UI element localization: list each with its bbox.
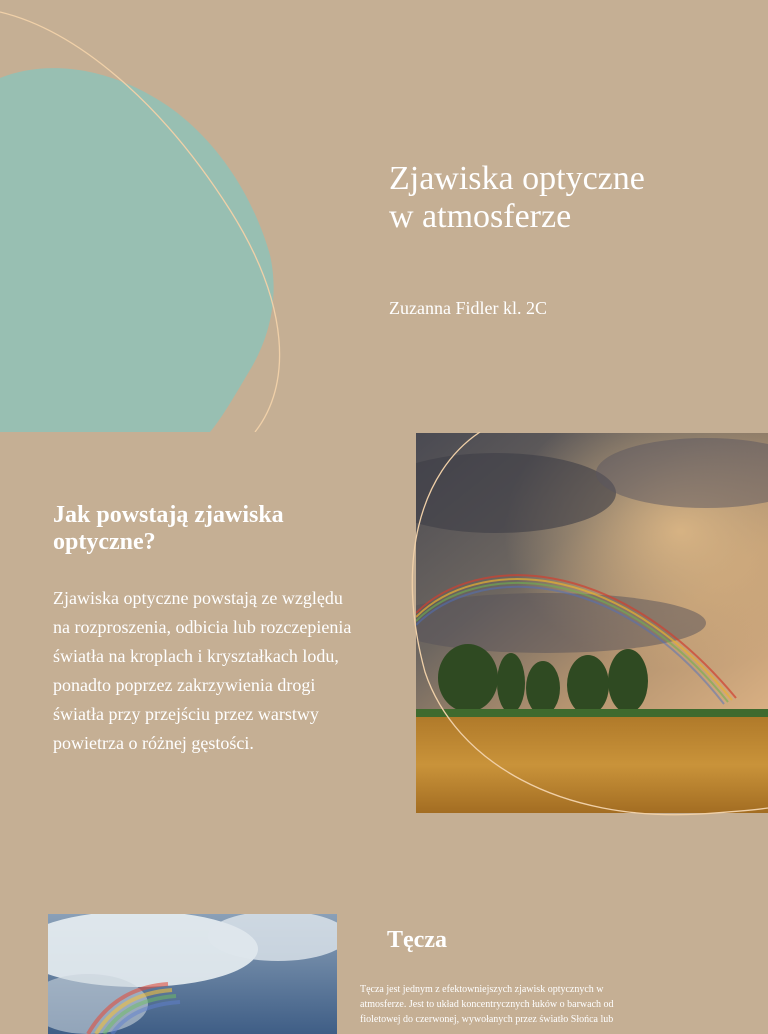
- rainbow-slide: [0, 862, 768, 1024]
- paragraph-line: światła na kroplach i kryształkach lodu,: [53, 646, 339, 666]
- heading-line-1: Jak powstają zjawiska: [53, 502, 284, 528]
- paragraph-line: Zjawiska optyczne powstają ze względu: [53, 588, 343, 608]
- teal-blob-shape: [0, 0, 300, 432]
- rainbow-sky-photo: [48, 914, 337, 1034]
- paragraph-line: światła przy przejściu przez warstwy: [53, 704, 319, 724]
- paragraph-line: na rozproszenia, odbicia lub rozczepienia: [53, 617, 352, 637]
- paragraph-line: powietrza o różnej gęstości.: [53, 733, 254, 753]
- title-line-1: Zjawiska optyczne: [389, 160, 645, 197]
- slide-heading: Tęcza: [387, 927, 447, 953]
- slide-heading: [53, 502, 353, 556]
- author-line: Zuzanna Fidler kl. 2C: [389, 298, 547, 318]
- title-slide: [0, 0, 768, 432]
- slide-paragraph: [360, 982, 660, 1027]
- presentation-title: [389, 160, 749, 236]
- paragraph-line: atmosferze. Jest to układ koncentrycznych łuków o barwach od: [360, 999, 614, 1010]
- paragraph-line: fioletowej do czerwonej, wywołanych przez światło Słońca lub: [360, 1014, 614, 1025]
- paragraph-line: Tęcza jest jednym z efektowniejszych zjawisk optycznych w: [360, 984, 604, 995]
- slide-paragraph: [53, 584, 383, 758]
- rainbow-field-photo: [416, 433, 768, 813]
- title-line-2: w atmosferze: [389, 198, 572, 235]
- heading-line-2: optyczne?: [53, 529, 156, 555]
- paragraph-line: ponadto poprzez zakrzywienia drogi: [53, 675, 316, 695]
- optical-phenomena-slide: [0, 432, 768, 862]
